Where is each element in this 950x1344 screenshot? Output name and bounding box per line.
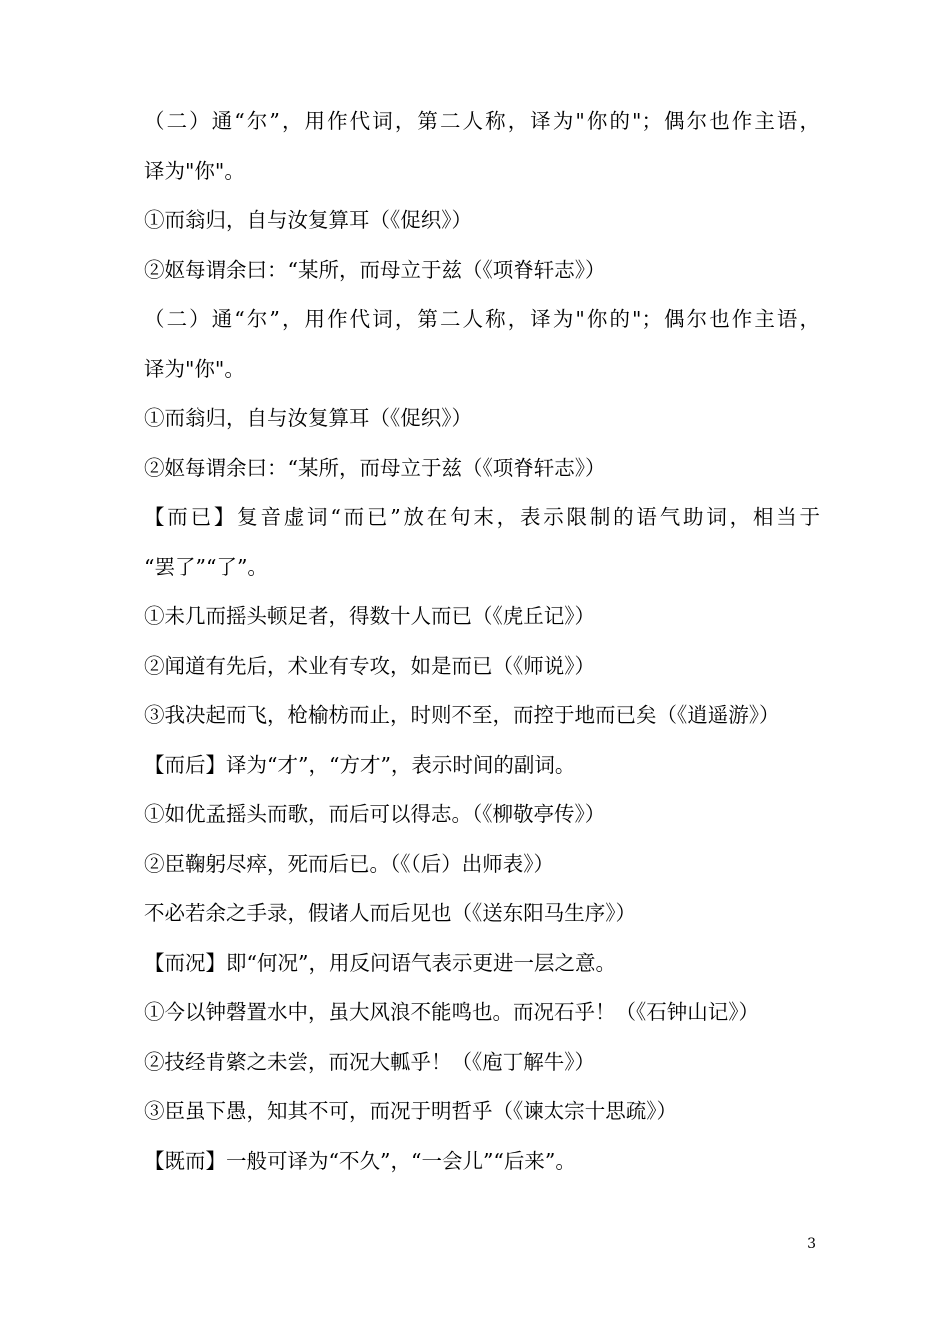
text-line: ①未几而摇头顿足者，得数十人而已（《虎丘记》） [144,604,595,628]
text-line: （二）通“尔”，用作代词，第二人称，译为"你的"；偶尔也作主语， [144,109,820,133]
text-line: ②妪每谓余曰：“某所，而母立于兹（《项脊轩志》） [144,257,606,282]
text-line: ③臣虽下愚，知其不可，而况于明哲乎（《谏太宗十思疏》） [144,1099,677,1123]
text-line: ②妪每谓余曰：“某所，而母立于兹（《项脊轩志》） [144,455,606,480]
text-line: ①而翁归，自与汝复算耳（《促织》） [144,208,472,232]
text-line: 不必若余之手录，假诸人而后见也（《送东阳马生序》） [144,901,636,925]
text-line: ②技经肯綮之未尝，而况大軱乎！（《庖丁解牛》） [144,1049,595,1074]
document-body [144,97,820,1186]
text-line: 【而已】复音虚词“而已”放在句末，表示限制的语气助词，相当于 [144,505,820,529]
text-line: （二）通“尔”，用作代词，第二人称，译为"你的"；偶尔也作主语， [144,307,820,331]
text-line: ①而翁归，自与汝复算耳（《促织》） [144,406,472,430]
text-line: 译为"你"。 [144,356,245,381]
text-line: ①如优孟摇头而歌，而后可以得志。（《柳敬亭传》） [144,802,606,826]
text-line: ①今以钟磬置水中，虽大风浪不能鸣也。而况石乎！（《石钟山记》） [144,1000,759,1024]
text-line: “罢了”“了”。 [144,554,268,579]
text-line: 【而后】译为“才”，“方才”，表示时间的副词。 [144,752,576,777]
text-line: ③我决起而飞，枪榆枋而止，时则不至，而控于地而已矣（《逍遥游》） [144,703,780,727]
text-line: 【既而】一般可译为“不久”，“一会儿”“后来”。 [144,1148,576,1173]
text-line: 【而况】即“何况”，用反问语气表示更进一层之意。 [144,950,616,975]
page-number: 3 [807,1236,816,1252]
text-line: ②闻道有先后，术业有专攻，如是而已（《师说》） [144,653,595,678]
text-line: ②臣鞠躬尽瘁，死而后已。（《（后）出师表》） [144,851,554,876]
text-line: 译为"你"。 [144,158,245,183]
